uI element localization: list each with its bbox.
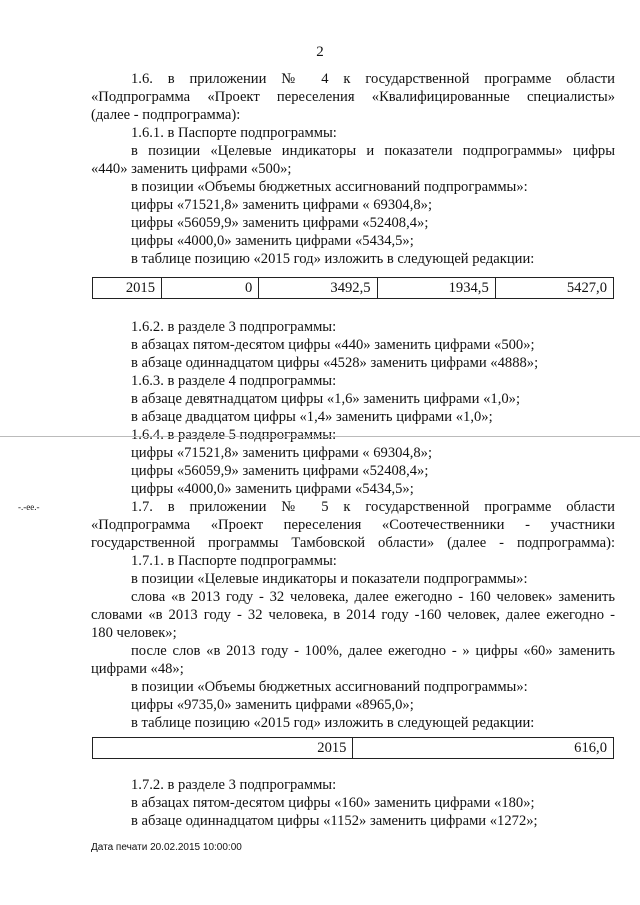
table-cell: 0 — [162, 278, 259, 299]
text-line: цифры «9735,0» заменить цифрами «8965,0»; — [131, 697, 414, 713]
text-line: в абзацах пятом-десятом цифры «440» заменить цифрами «500»; — [131, 337, 535, 353]
text-line: цифры «4000,0» заменить цифрами «5434,5»; — [131, 233, 414, 249]
table-cell-year: 2015 — [93, 278, 162, 299]
budget-table-2015-subprogram-4 — [92, 277, 614, 299]
text-line: (далее - подпрограмма): — [91, 107, 241, 123]
text-line: цифры «56059,9» заменить цифрами «52408,4»; — [131, 215, 429, 231]
text-line: цифры «71521,8» заменить цифрами « 69304,8»; — [131, 197, 433, 213]
table-cell: 1934,5 — [377, 278, 495, 299]
text-line: в позиции «Объемы бюджетных ассигнований подпрограммы»: — [131, 679, 528, 695]
text-line: государственной программы Тамбовской области» (далее - подпрограмма): — [91, 535, 615, 551]
text-line: в абзаце девятнадцатом цифры «1,6» заменить цифрами «1,0»; — [131, 391, 521, 407]
text-line: 1.7.2. в разделе 3 подпрограммы: — [131, 777, 337, 793]
print-date-footer: Дата печати 20.02.2015 10:00:00 — [91, 842, 242, 853]
table-cell-year: 2015 — [93, 738, 353, 759]
text-line: словами «в 2013 году - 32 человека, в 2014 году -160 человек, далее ежегодно - — [91, 607, 615, 623]
text-line: 1.6.4. в разделе 5 подпрограммы: — [131, 427, 337, 443]
text-line: в таблице позицию «2015 год» изложить в следующей редакции: — [131, 251, 535, 267]
scan-fold-line — [0, 436, 640, 437]
text-line: «Подпрограмма «Проект переселения «Квалифицированные специалисты» — [91, 89, 615, 105]
text-line: «Подпрограмма «Проект переселения «Соотечественники - участники — [91, 517, 615, 533]
text-line: 1.6. в приложении № 4 к государственной программе области — [131, 71, 615, 87]
text-line: 1.7. в приложении № 5 к государственной программе области — [131, 499, 615, 515]
text-line: 1.6.2. в разделе 3 подпрограммы: — [131, 319, 337, 335]
text-line: 1.6.1. в Паспорте подпрограммы: — [131, 125, 337, 141]
text-line: 1.7.1. в Паспорте подпрограммы: — [131, 553, 337, 569]
margin-scribble: -.-ee.- — [18, 502, 40, 512]
text-line: «440» заменить цифрами «500»; — [91, 161, 292, 177]
table-cell: 5427,0 — [495, 278, 613, 299]
text-line: цифры «56059,9» заменить цифрами «52408,4»; — [131, 463, 429, 479]
table-cell: 616,0 — [353, 738, 614, 759]
text-line: в абзаце одиннадцатом цифры «1152» заменить цифрами «1272»; — [131, 813, 538, 829]
table-row — [93, 738, 614, 759]
page-number: 2 — [316, 44, 324, 60]
text-line: в абзацах пятом-десятом цифры «160» заменить цифрами «180»; — [131, 795, 535, 811]
text-line: цифры «4000,0» заменить цифрами «5434,5»; — [131, 481, 414, 497]
text-line: в абзаце двадцатом цифры «1,4» заменить цифрами «1,0»; — [131, 409, 493, 425]
text-line: 1.6.3. в разделе 4 подпрограммы: — [131, 373, 337, 389]
text-line: в позиции «Объемы бюджетных ассигнований подпрограммы»: — [131, 179, 528, 195]
text-line: цифрами «48»; — [91, 661, 184, 677]
text-line: слова «в 2013 году - 32 человека, далее ежегодно - 160 человек» заменить — [131, 589, 615, 605]
text-line: после слов «в 2013 году - 100%, далее ежегодно - » цифры «60» заменить — [131, 643, 615, 659]
text-line: 180 человек»; — [91, 625, 177, 641]
table-cell: 3492,5 — [259, 278, 377, 299]
budget-table-2015-subprogram-5 — [92, 737, 614, 759]
text-line: цифры «71521,8» заменить цифрами « 69304,8»; — [131, 445, 433, 461]
table-row — [93, 278, 614, 299]
text-line: в позиции «Целевые индикаторы и показатели подпрограммы»: — [131, 571, 528, 587]
text-line: в позиции «Целевые индикаторы и показатели подпрограммы» цифры — [131, 143, 615, 159]
text-line: в абзаце одиннадцатом цифры «4528» заменить цифрами «4888»; — [131, 355, 539, 371]
text-line: в таблице позицию «2015 год» изложить в следующей редакции: — [131, 715, 535, 731]
